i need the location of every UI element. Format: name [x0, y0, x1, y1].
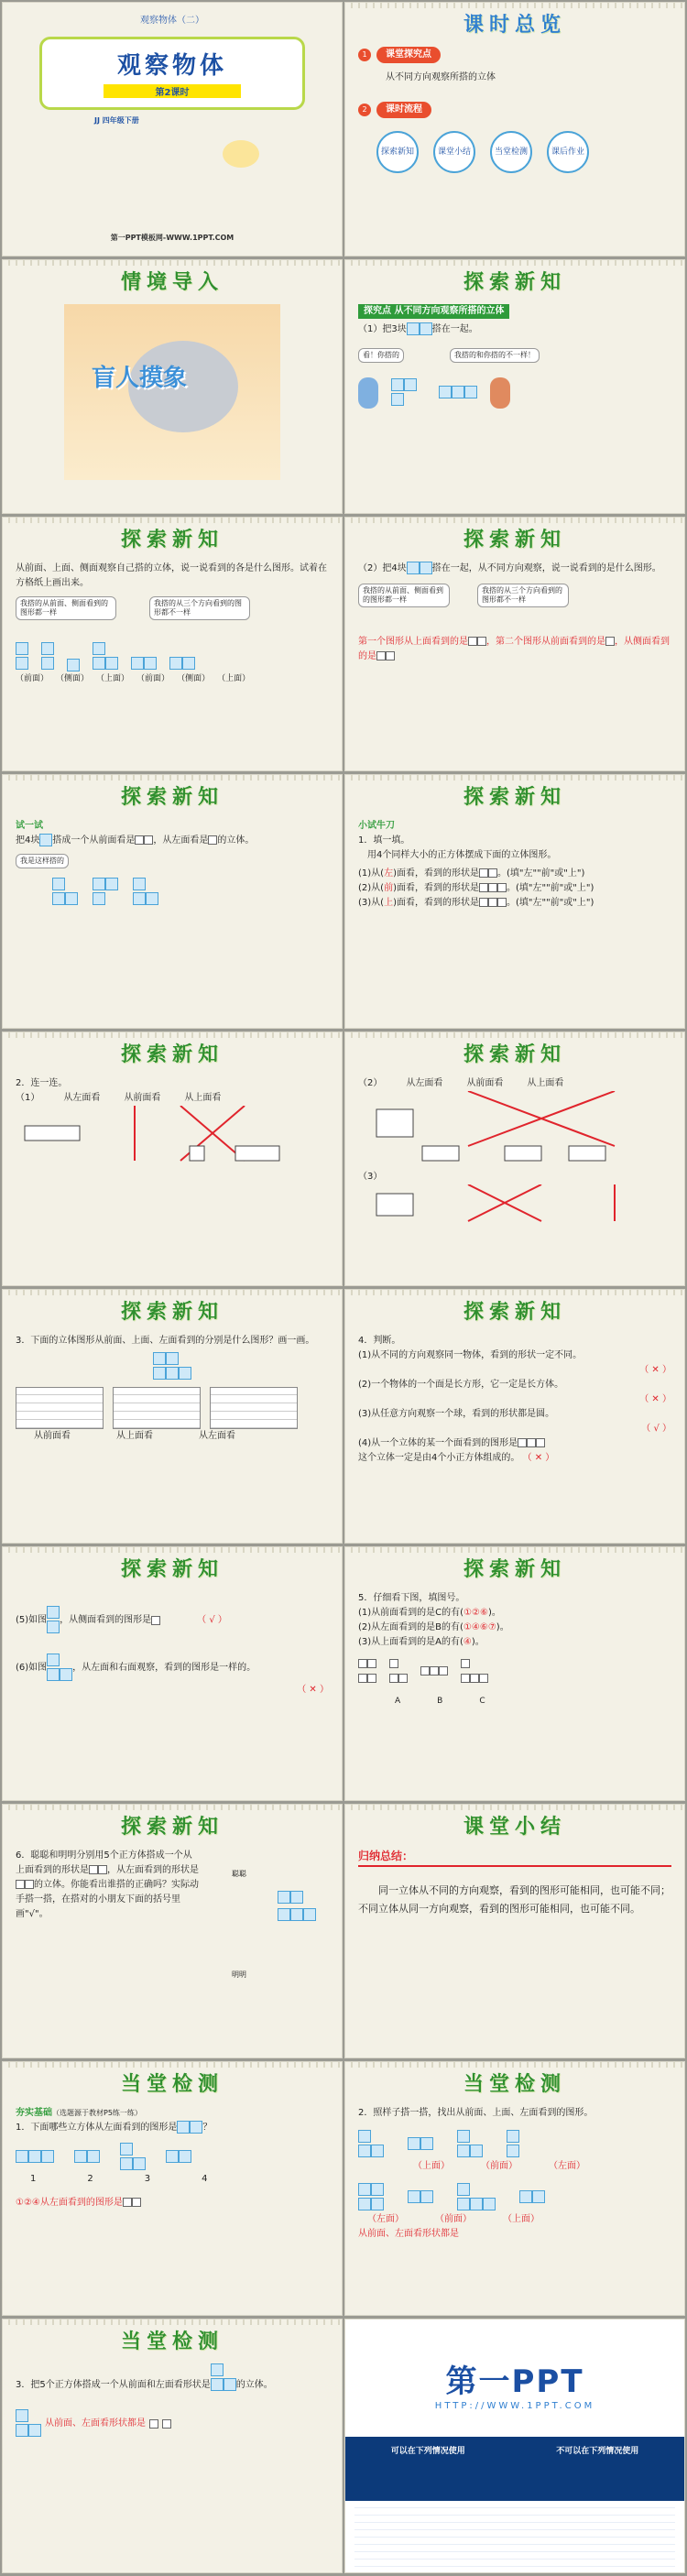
slide-8-practice[interactable]: [344, 774, 685, 1029]
brand-url[interactable]: HTTP://WWW.1PPT.COM: [434, 2401, 595, 2411]
speech-bubble: 我搭的和你搭的不一样！: [450, 348, 540, 363]
cover-banner: [39, 37, 305, 110]
speech-bubble: 看！你搭的: [358, 348, 404, 363]
fill-pre: (3)从(: [358, 898, 385, 908]
summary-heading: 归纳总结：: [358, 1849, 671, 1867]
view-label: 从左面看: [199, 1431, 235, 1441]
view-header: 从上面看: [184, 1093, 222, 1103]
shape-label: C: [479, 1697, 485, 1706]
cover-site: 第一PPT模板网-WWW.1PPT.COM: [110, 234, 234, 242]
overview-line: 从不同方向观察所搭的立体: [386, 72, 496, 82]
question-text: 的立体。你能看出谁搭的正确吗？实际动手搭一搭，在搭对的小朋友下面的括号里画"√"。: [16, 1880, 199, 1919]
speech-bubble: 我是这样搭的: [16, 854, 69, 868]
cube-stack: [278, 1887, 316, 1922]
question-text: 搭在一起。: [431, 324, 478, 334]
slide-10-connect[interactable]: [344, 1031, 685, 1286]
view-label: 从前面看: [34, 1431, 71, 1441]
answer-text: ，第二个图形从前面看到的是: [486, 637, 605, 647]
slide-title: 探索新知: [120, 1556, 224, 1581]
question-text: 2．照样子搭一搭，找出从前面、上面、左面看到的图形。: [358, 2108, 594, 2118]
judge-item: (4)从一个立体的某一个面看到的图形是: [358, 1438, 518, 1448]
question-text: 2．连一连。: [16, 1078, 68, 1088]
view-label: （上面）: [96, 674, 130, 683]
fill-post: )。: [487, 1608, 501, 1618]
question-text: 1．填一填。: [358, 835, 410, 846]
judge-mark[interactable]: （ ✕ ）: [639, 1394, 671, 1404]
section-pill: 课堂探究点: [376, 47, 441, 63]
connect-lines[interactable]: [16, 1106, 327, 1170]
judge-mark[interactable]: （ ✕ ）: [297, 1685, 329, 1695]
number-2-icon: 2: [358, 104, 371, 116]
question-text: 5．仔细看下图，填图号。: [358, 1593, 465, 1603]
view-header: 从前面看: [466, 1078, 504, 1088]
speech-bubble: 我搭的从三个方向看到的图形都不一样: [149, 596, 250, 620]
item-number: （2）: [358, 1078, 383, 1088]
basic-tag: 夯实基础: [16, 2108, 52, 2118]
slide-15-explore[interactable]: [2, 1804, 343, 2058]
slide-title: 探索新知: [463, 527, 566, 551]
source-tag: （选题源于教材P5练一练）: [52, 2109, 142, 2117]
slide-title: 探索新知: [463, 784, 566, 809]
fill-item: (1)从前面看到的是C的有(: [358, 1608, 464, 1618]
judge-item: (3)从任意方向观察一个球，看到的形状都是圆。: [358, 1409, 555, 1419]
slide-13-judge[interactable]: [2, 1546, 343, 1801]
fill-item: (3)从上面看到的是A的有(: [358, 1637, 463, 1647]
cover-sub: 第2课时: [104, 84, 241, 98]
drawing-grid[interactable]: [16, 1387, 104, 1429]
slide-3-intro[interactable]: [2, 259, 343, 514]
view-label: （侧面）: [56, 674, 90, 683]
slide-title: 当堂检测: [463, 2071, 566, 2096]
slide-4-explore[interactable]: [344, 259, 685, 514]
flow-step[interactable]: 课堂小结: [433, 131, 475, 173]
prompt-text: 把4块: [16, 835, 40, 846]
answer-text: 第一个图形从上面看到的是: [358, 637, 468, 647]
view-header: 从上面看: [527, 1078, 564, 1088]
question-text: ？: [202, 2123, 213, 2133]
prompt-text: ，从左面看是: [153, 835, 209, 846]
connect-lines[interactable]: [358, 1091, 670, 1164]
judge-mark[interactable]: （ ✕ ）: [639, 1365, 671, 1375]
prompt-text: 搭在一起，从不同方向观察，说一说看到的是什么图形。: [431, 563, 661, 573]
prompt-text: 搭成一个从前面看是: [52, 835, 136, 846]
explore-point: 探究点 从不同方向观察所搭的立体: [358, 304, 509, 319]
slide-title: 当堂检测: [120, 2071, 224, 2096]
connect-lines[interactable]: [358, 1184, 670, 1239]
fill-post: )面看，看到的形状是: [393, 898, 479, 908]
usage-banner: [345, 2437, 684, 2501]
judge-item: (2)一个物体的一个面是长方形，它一定是长方体。: [358, 1380, 564, 1390]
brand-logo: 第一PPT: [445, 2363, 584, 2400]
shape-label: B: [437, 1697, 443, 1706]
fill-tail: 。(填"左""前"或"上"): [506, 883, 594, 893]
usage-can: 可以在下列情况使用: [390, 2447, 465, 2456]
drawing-grid[interactable]: [210, 1387, 298, 1429]
slide-11-draw[interactable]: [2, 1289, 343, 1544]
slide-title: 情境导入: [120, 269, 224, 294]
view-header: 从左面看: [406, 1078, 443, 1088]
fill-answer[interactable]: ④: [463, 1637, 472, 1647]
view-label: （前面）: [481, 2161, 518, 2171]
question-text: ，从左面看到的形状是: [107, 1865, 199, 1875]
fill-post: )。: [471, 1637, 485, 1647]
question-text: （1）把3块: [358, 324, 407, 334]
judge-mark[interactable]: （ √ ）: [197, 1615, 227, 1625]
cover-title: 观察物体: [116, 52, 227, 80]
view-header: 从前面看: [124, 1093, 161, 1103]
option-number[interactable]: 2: [87, 2174, 93, 2184]
view-label: （前面）: [136, 674, 170, 683]
speech-bubble: 我搭的从前面、侧面看到的图形都一样: [358, 584, 450, 607]
judge-item: (6)如图: [16, 1663, 48, 1673]
speech-bubble: 我搭的从前面、侧面看到的图形都一样: [16, 596, 116, 620]
question-text: 6．聪聪和明明分别用5个正方体搭成一个从上面看到的形状是: [16, 1850, 192, 1875]
fill-post: )。: [496, 1622, 509, 1632]
fill-answer[interactable]: ①④⑥⑦: [463, 1622, 496, 1632]
judge-item: ，从左面和右面观察，看到的图形是一样的。: [72, 1663, 256, 1673]
slide-title: 探索新知: [120, 1299, 224, 1324]
flow-step[interactable]: 课后作业: [547, 131, 589, 173]
question-text: 的立体。: [235, 2380, 273, 2390]
fill-tail: 。(填"左""前"或"上"): [506, 898, 594, 908]
slide-title: 探索新知: [120, 1042, 224, 1066]
prompt-text: 的立体。: [217, 835, 255, 846]
summary-text: 同一立体从不同的方向观察，看到的图形可能相同，也可能不同；不同立体从同一方向观察，看到的图形可能相同，也可能不同。: [358, 1884, 671, 1915]
section-pill: 课时流程: [376, 102, 431, 118]
bird-decoration: [223, 140, 259, 168]
view-label: （上面）: [413, 2161, 450, 2171]
slide-title: 课时总览: [463, 12, 566, 37]
view-label: （上面）: [217, 674, 251, 683]
item-number: （1）: [16, 1093, 40, 1103]
question-text: 3．把5个正方体搭成一个从前面和左面看形状是: [16, 2380, 211, 2390]
speech-bubble: 我搭的从三个方向看到的图形都不一样: [477, 584, 569, 607]
slide-17-test[interactable]: [2, 2061, 343, 2316]
view-label: （左面）: [549, 2161, 585, 2171]
try-tag: 试一试: [16, 821, 43, 831]
slide-title: 探索新知: [120, 527, 224, 551]
option-number[interactable]: 4: [202, 2174, 208, 2184]
slide-18-test[interactable]: [344, 2061, 685, 2316]
option-number[interactable]: 3: [144, 2174, 151, 2184]
fill-item: (2)从左面看到的是B的有(: [358, 1622, 463, 1632]
cover-top: 观察物体（二）: [140, 16, 204, 26]
slide-title: 探索新知: [463, 1299, 566, 1324]
question-text: 4．判断。: [358, 1336, 401, 1346]
slide-title: 探索新知: [120, 784, 224, 809]
slide-title: 探索新知: [463, 1556, 566, 1581]
slide-20-logo[interactable]: [344, 2319, 685, 2573]
view-label: （前面）: [435, 2214, 472, 2224]
view-label: （上面）: [503, 2214, 540, 2224]
slide-title: 当堂检测: [120, 2329, 224, 2353]
slide-1-cover[interactable]: [2, 2, 343, 257]
fill-answer[interactable]: 左: [384, 868, 394, 879]
slide-7-explore[interactable]: [2, 774, 343, 1029]
slide-title: 探索新知: [463, 1042, 566, 1066]
question-text: 3．下面的立体图形从前面、上面、左面看到的分别是什么图形？画一画。: [16, 1336, 315, 1346]
slide-14-fill[interactable]: [344, 1546, 685, 1801]
flow-step[interactable]: 当堂检测: [490, 131, 532, 173]
fill-answer[interactable]: ①②⑥: [463, 1608, 488, 1618]
judge-mark[interactable]: （ ✕ ）: [522, 1453, 555, 1463]
question-text: 用4个同样大小的正方体摆成下面的立体图形。: [367, 850, 557, 860]
image-caption: 盲人摸象: [92, 365, 188, 392]
slide-title: 课堂小结: [463, 1814, 566, 1839]
answer-text: ①②④从左面看到的图形是: [16, 2198, 123, 2208]
slide-9-connect[interactable]: [2, 1031, 343, 1286]
judge-item: ，从侧面看到的图形是: [60, 1615, 152, 1625]
cover-grade: JJ 四年级下册: [94, 116, 139, 125]
fill-answer[interactable]: 上: [384, 898, 394, 908]
slide-5-explore[interactable]: [2, 517, 343, 771]
fill-answer[interactable]: 前: [384, 883, 394, 893]
slide-19-test[interactable]: [2, 2319, 343, 2573]
question-text: 1．下面哪些立方体从左面看到的图形是: [16, 2123, 178, 2133]
answer-text: ，从侧面看到的是: [358, 637, 670, 661]
judge-item: 这个立体一定是由4个小正方体组成的。: [358, 1453, 520, 1463]
fill-tail: 。(填"左""前"或"上"): [496, 868, 585, 879]
girl-figure: [490, 377, 510, 409]
fill-pre: (1)从(: [358, 868, 385, 879]
fill-post: )面看，看到的形状是: [393, 883, 479, 893]
judge-mark[interactable]: （ √ ）: [641, 1424, 671, 1434]
judge-item: (1)从不同的方向观察同一物体，看到的形状一定不同。: [358, 1350, 583, 1360]
slide-title: 探索新知: [120, 1814, 224, 1839]
elephant-image: [64, 304, 280, 480]
fill-post: )面看，看到的形状是: [393, 868, 479, 879]
link-list[interactable]: [354, 2506, 675, 2567]
number-1-icon: 1: [358, 49, 371, 61]
prompt-text: （2）把4块: [358, 563, 407, 573]
view-label: （前面）: [16, 674, 49, 683]
slide-6-explore[interactable]: [344, 517, 685, 771]
flow-step[interactable]: 探索新知: [376, 131, 419, 173]
prompt-text: 从前面、上面、侧面观察自己搭的立体，说一说看到的各是什么图形。试着在方格纸上画出来。: [16, 563, 327, 588]
view-label: （左面）: [367, 2214, 404, 2224]
practice-tag: 小试牛刀: [358, 821, 395, 831]
view-label: （侧面）: [177, 674, 211, 683]
option-number[interactable]: 1: [30, 2174, 37, 2184]
answer-text: 从前面、左面看形状都是: [45, 2418, 146, 2429]
item-number: （3）: [358, 1172, 383, 1182]
character-name: 明明: [232, 1970, 246, 1979]
slide-title: 探索新知: [463, 269, 566, 294]
drawing-grid[interactable]: [113, 1387, 201, 1429]
slide-2-overview[interactable]: [344, 2, 685, 257]
view-header: 从左面看: [63, 1093, 101, 1103]
character-name: 聪聪: [232, 1870, 246, 1878]
answer-text: 从前面、左面看形状都是: [358, 2229, 459, 2239]
boy-figure: [358, 377, 378, 409]
judge-item: (5)如图: [16, 1615, 48, 1625]
slide-12-judge[interactable]: [344, 1289, 685, 1544]
usage-cannot: 不可以在下列情况使用: [556, 2447, 639, 2456]
fill-pre: (2)从(: [358, 883, 385, 893]
view-label: 从上面看: [116, 1431, 153, 1441]
shape-label: A: [395, 1697, 401, 1706]
slide-16-summary[interactable]: [344, 1804, 685, 2058]
